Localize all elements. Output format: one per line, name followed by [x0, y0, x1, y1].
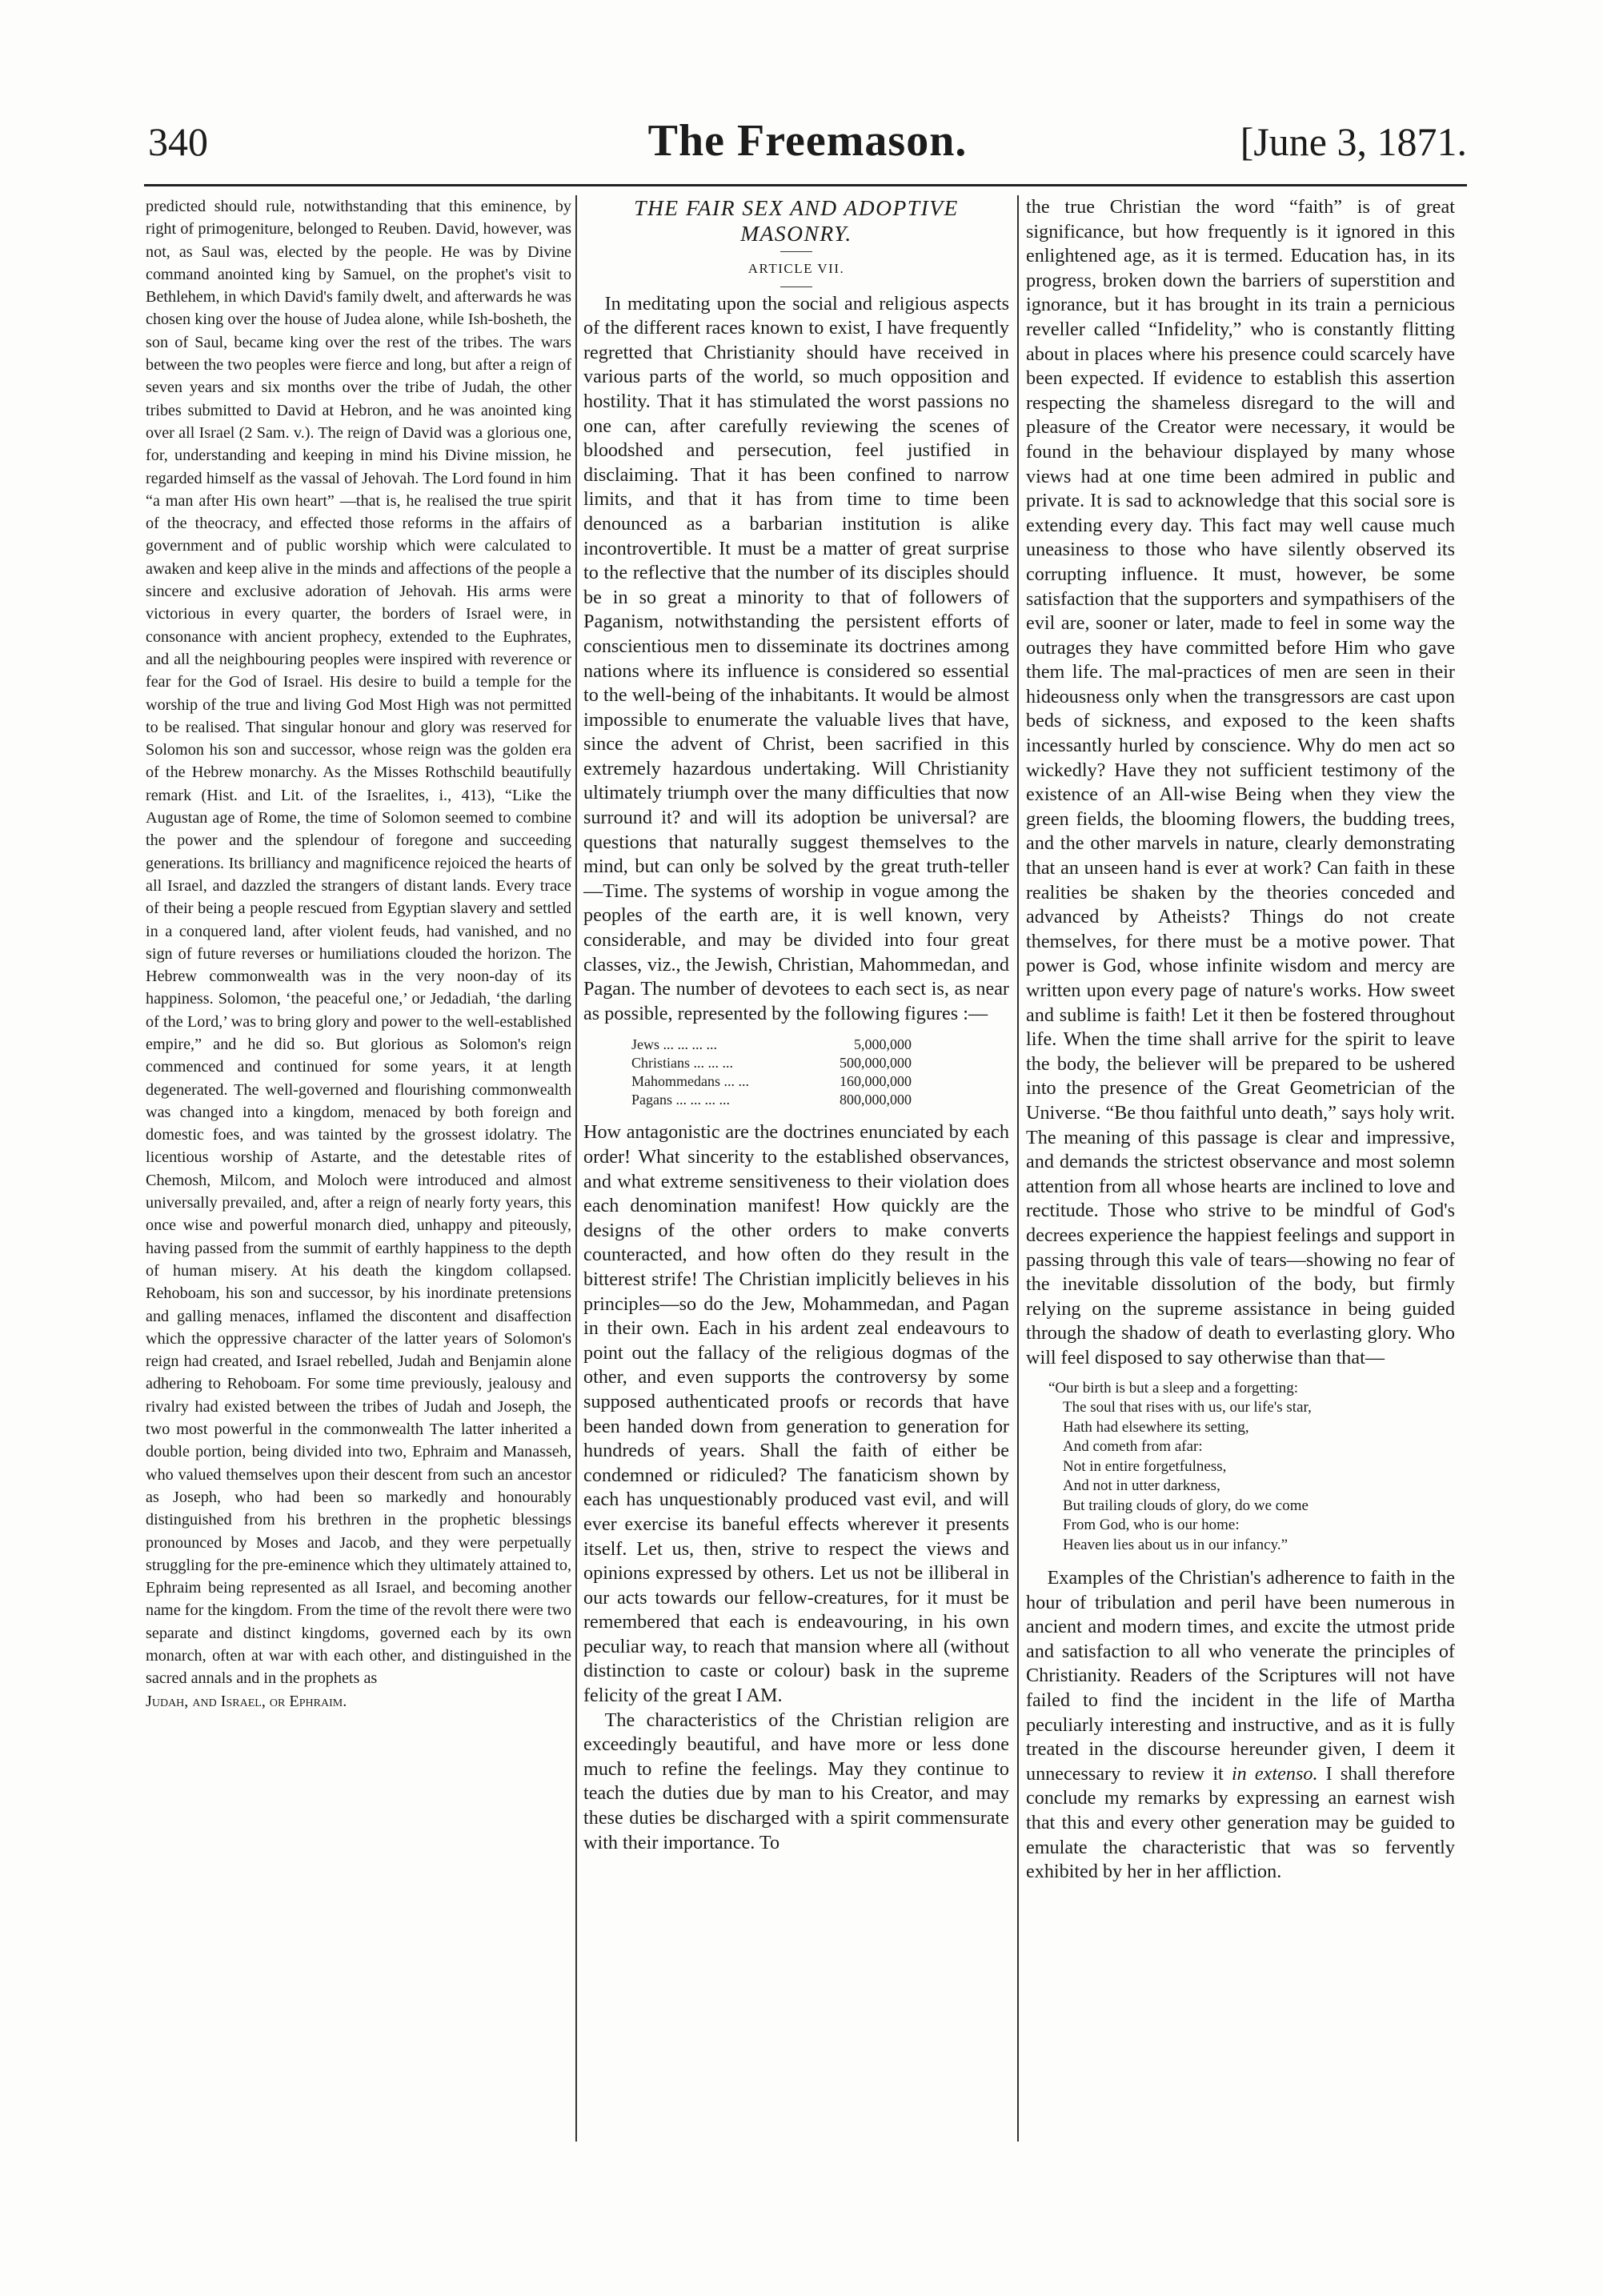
figure-value: 5,000,000 [854, 1036, 912, 1053]
poem-quote [1026, 1379, 1455, 1556]
poem-line: Heaven lies about us in our infancy.” [1063, 1536, 1288, 1553]
table-row [631, 1091, 912, 1109]
table-row [631, 1072, 912, 1091]
figure-dots: ... ... ... ... [675, 1092, 730, 1108]
poem-line: And not in utter darkness, [1063, 1477, 1220, 1494]
figure-label: Christians [631, 1055, 691, 1072]
figure-label: Pagans [631, 1092, 672, 1108]
religion-figures-table [631, 1036, 912, 1109]
closing-names: Judah, and Israel, or Ephraim. [146, 1692, 347, 1710]
newspaper-title: The Freemason. [647, 116, 968, 166]
paragraph-text: I shall therefore conclude my remarks by expressing an earnest wish that this and every other generation may be guided to emulate the characteristic that was so fervently exhibited by her in her affliction. [1026, 1762, 1455, 1883]
figure-label: Jews [631, 1036, 659, 1053]
figure-dots: ... ... ... ... [663, 1036, 717, 1053]
poem-line: The soul that rises with us, our life's star, [1063, 1399, 1312, 1416]
article-subtitle: ARTICLE VII. [747, 261, 845, 276]
figure-label: Mahommedans [631, 1073, 720, 1090]
page-number: 340 [148, 119, 208, 164]
paragraph-text: Examples of the Christian's adherence to faith in the hour of tribulation and peril have been numerous in ancient and modern times, and excite the utmost pride and satisfaction to all who venerate the principles of Christianity. Readers of the Scriptures will not have failed to find the incident in the life of Martha peculiarly interesting and instructive, and as it is fully treated in the discourse hereunder given, I deem it unnecessary to review it [1026, 1567, 1455, 1785]
poem-line: “Our birth is but a sleep and a forgetting: [1048, 1379, 1299, 1396]
poem-line: Hath had elsewhere its setting, [1063, 1418, 1249, 1436]
column-left [146, 195, 571, 2140]
article-paragraph: the true Christian the word “faith” is of great significance, but how frequently is it ignored in this enlightened age, as it is termed. Education has, in its progress, broken down the barriers of superstition and ignorance, but it has brought in its train a pernicious reveller called “Infidelity,” who is constantly flitting about in places where his presence could scarcely have been expected. If evidence to establish this assertion respecting the shameless disregard to the will and pleasure of the Creator were necessary, it would be found in the behaviour displayed by many whose views had at one time been admired in public and private. It is sad to acknowledge that this social sore is extending every day. This fact may well cause much uneasiness to those who have silently observed its corrupting influence. It must, however, be some satisfaction that the supporters and sympathisers of the evil are, sooner or later, made to feel in some way the outrages they have committed before Him who gave them life. The mal-practices of men are seen in their hideousness only when the transgressors are cast upon beds of sickness, and exposed to the keen shafts incessantly hurled by conscience. Why do men act so wickedly? Have they not sufficient testimony of the existence of an All-wise Being when they view the green fields, the blooming flowers, the budding trees, and the other marvels in nature, clearly demonstrating that an unseen hand is ever at work? Can faith in these realities be shaken by the theories conceded and advanced by Atheists? Things do not create themselves, for there must be a motive power. That power is God, whose infinite wisdom and mercy are written upon every page of nature's works. How sweet and sublime is faith! Let it then be fostered throughout life. When the time shall arrive for the spirit to leave the body, the believer will be prepared to be ushered into the presence of the Great Geometrician of the Universe. “Be thou faithful unto death,” says holy writ. The meaning of this passage is clear and impressive, and demands the strictest observance and most solemn attention from all whose hearts are inclined to love and rectitude. Those who strive to be mindful of God's decrees experience the happiest feelings and support in passing through this vale of tears—showing no fear of the inevitable dissolution of the body, but firmly relying on the supreme assistance in being guided through the shadow of death to everlasting glory. Who will feel disposed to say otherwise than that— [1026, 196, 1455, 1368]
table-row [631, 1036, 912, 1054]
figure-value: 160,000,000 [840, 1073, 912, 1090]
table-row [631, 1054, 912, 1072]
article-paragraph: How antagonistic are the doctrines enunciated by each order! What sincerity to the established observances, and what extreme sensitiveness to their violation does each denomination manifest! How quickly are the designs of the other orders to make converts counteracted, and how often do they result in the bitterest strife! The Christian implicitly believes in his principles—so do the Jew, Mohammedan, and Pagan in their own. Each in his ardent zeal endeavours to point out the fallacy of the religious dogmas of the other, and even supports the controversy by some supposed authenticated proofs or records that have been handed down from generation to generation for hundreds of years. Shall the faith of either be condemned or ridiculed? The fanaticism shown by each has unquestionably produced vast evil, and will ever exercise its baneful effects wherever it presents itself. Let us, then, strive to respect the views and opinions expressed by others. Let us not be illiberal in our acts towards our fellow-creatures, for it must be remembered that each is endeavouring, in his own peculiar way, to reach that mansion where all (without distinction to caste or colour) bask in the supreme felicity of the great I AM. [583, 1121, 1009, 1707]
article-paragraph: In meditating upon the social and religious aspects of the different races known to exist, I have frequently regretted that Christianity should have received in various parts of the world, so much opposition and hostility. That it has stimulated the worst passions no one can, after carefully reviewing the scenes of bloodshed and persecution, feel justified in disclaiming. That it has been confined to narrow limits, and that it has from time to time been denounced as a barbarian institution is alike incontrovertible. It must be a matter of great surprise to the reflective that the number of its disciples should be in so great a minority to that of followers of Paganism, notwithstanding the persistent efforts of conscientious men to disseminate its doctrines among nations where its influence is considered so essential to the well-being of the inhabitants. It would be almost impossible to enumerate the valuable lives that have, since the advent of Christ, been sacrified in this extremely hazardous undertaking. Will Christianity ultimately triumph over the many difficulties that now surround it? and will its adoption be universal? are questions that naturally suggest themselves to the mind, but can only be solved by the great truth-teller—Time. The systems of worship in vogue among the peoples of the earth are, it is well known, very considerable, and may be divided into four great classes, viz., the Jewish, Christian, Mahommedan, and Pagan. The number of devotees to each sect is, as near as possible, represented by the following figures :— [583, 292, 1009, 1024]
column-middle [583, 195, 1009, 2140]
figure-dots: ... ... [723, 1073, 749, 1090]
figure-value: 500,000,000 [840, 1055, 912, 1072]
article-paragraph [1026, 1566, 1455, 1885]
italic-phrase: in extenso. [1231, 1762, 1318, 1785]
masthead [148, 118, 1467, 174]
column-right [1026, 195, 1455, 2140]
poem-line: And cometh from afar: [1063, 1438, 1203, 1455]
subtitle-rule [780, 286, 812, 287]
poem-line: Not in entire forgetfulness, [1063, 1457, 1227, 1475]
title-rule [780, 251, 812, 252]
column-divider [575, 195, 577, 2142]
article-paragraph: The characteristics of the Christian religion are exceedingly beautiful, and have more or less done much to refine the feelings. May they continue to teach the duties due by man to his Creator, and may these duties be discharged with a spirit commensurate with their importance. To [583, 1709, 1009, 1853]
poem-line: But trailing clouds of glory, do we come [1063, 1497, 1308, 1514]
body-paragraph: predicted should rule, notwithstanding that this eminence, by right of primogeniture, belonged to Reuben. David, however, was not, as Saul was, elected by the people. He was by Divine command anointed king by Samuel, on the prophet's visit to Bethlehem, in which David's family dwelt, and afterwards he was chosen king over the house of Judea alone, while Ish-bosheth, the son of Saul, became king over the rest of the tribes. The wars between the two peoples were fierce and long, but after a reign of seven years and six months over the tribe of Judah, the other tribes submitted to David at Hebron, and he was anointed king over all Israel (2 Sam. v.). The reign of David was a glorious one, for, understanding and keeping in mind his Divine mission, he regarded himself as the vassal of Jehovah. The Lord found in him “a man after His own heart” —that is, he realised the true spirit of the theocracy, and effected those reforms in the affairs of government and of public worship which were calculated to awaken and keep alive in the minds and affections of the people a sincere and exclusive adoration of Jehovah. His arms were victorious in every quarter, the borders of Israel were, in consonance with ancient prophecy, extended to the Euphrates, and all the neighbouring peoples were inspired with reverence or fear for the God of Israel. His desire to build a temple for the worship of the true and living God Most High was not permitted to be realised. That singular honour and glory was reserved for Solomon his son and successor, whose reign was the golden era of the Hebrew monarchy. As the Misses Rothschild beautifully remark (Hist. and Lit. of the Israelites, i., 413), “Like the Augustan age of Rome, the time of Solomon seemed to combine the power and the splendour of foregone and succeeding generations. Its brilliancy and magnificence rejoiced the hearts of all Israel, and dazzled the strangers of distant lands. Every trace of their being a people rescued from Egyptian slavery and settled in a conquered land, after violent feuds, had vanished, and no sign of future reverses or humiliations clouded the horizon. The Hebrew commonwealth was in the very noon-day of its happiness. Solomon, ‘the peaceful one,’ or Jedadiah, ‘the darling of the Lord,’ was to bring glory and power to the well-established empire,” and he did so. But glorious as Solomon's reign commenced and continued for some years, it at length degenerated. The well-governed and flourishing commonwealth was changed into a kingdom, menaced by both foreign and domestic foes, and was tainted by the grossest idolatry. The licentious worship of Astarte, and the detestable rites of Chemosh, Milcom, and Moloch were introduced and almost universally prevailed, and, after a reign of nearly forty years, this once wise and powerful monarch died, unhappy and piteously, having passed from the summit of earthly happiness to the depth of human misery. At his death the kingdom collapsed. Rehoboam, his son and successor, by his inordinate pretensions and galling menaces, inflamed the discontent and disaffection which the oppressive character of the latter years of Solomon's reign had created, and Israel rebelled, Judah and Benjamin alone adhering to Rehoboam. For some time previously, jealousy and rivalry had existed between the tribes of Judah and Joseph, the two most powerful in the commonwealth The latter inherited a double portion, being divided into two, Ephraim and Manasseh, who valued themselves upon their descent from such an ancestor as Joseph, who had been so markedly and honourably distinguished from his brethren in the prophetic blessings pronounced by Moses and Jacob, and they were perpetually struggling for the pre-eminence which they ultimately attained to, Ephraim being represented as all Israel, and becoming another name for the kingdom. From the time of the revolt there were two separate and distinct kingdoms, governed each by its own monarch, often at war with each other, and distinguished in the sacred annals and in the prophets as [146, 198, 571, 1688]
column-divider [1017, 195, 1019, 2142]
issue-date: [June 3, 1871. [1240, 119, 1467, 164]
article-title: THE FAIR SEX AND ADOPTIVE MASONRY. [634, 195, 959, 246]
poem-line: From God, who is our home: [1063, 1517, 1240, 1533]
figure-dots: ... ... ... [693, 1055, 734, 1072]
header-rule [144, 184, 1467, 186]
figure-value: 800,000,000 [840, 1092, 912, 1108]
